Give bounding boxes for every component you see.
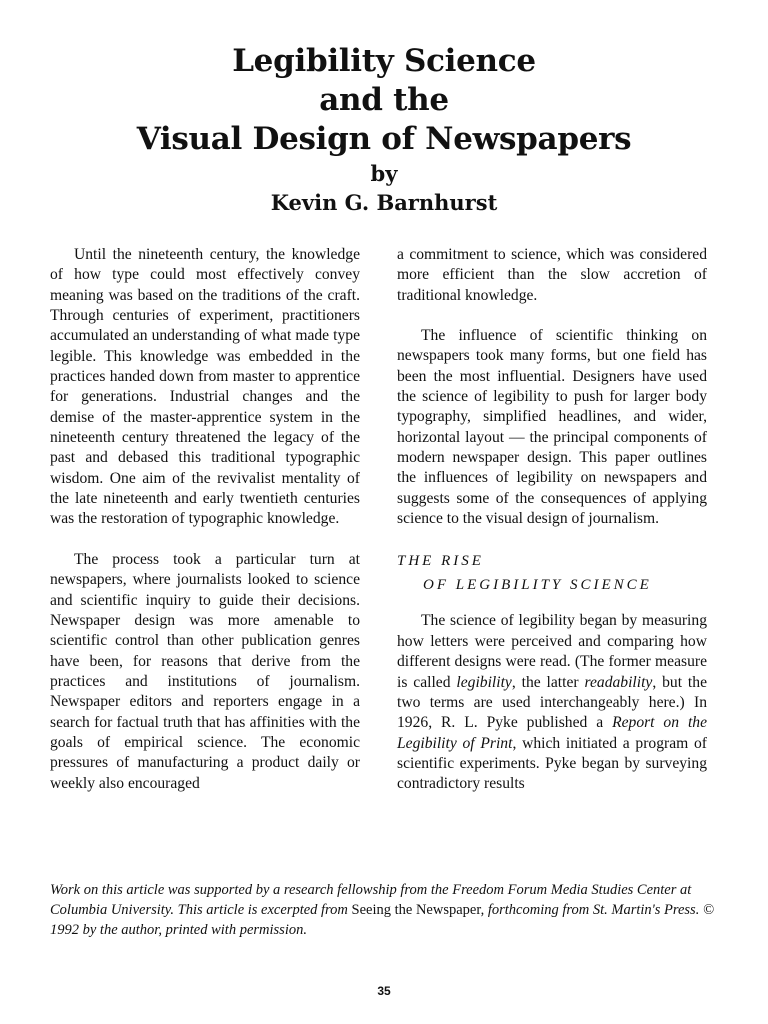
footnote-book-title: Seeing the Newspaper, bbox=[351, 902, 485, 918]
p3-text-d: , which initiated a program of scientific experiments. Pyke began by surveying contradictory results bbox=[397, 734, 707, 793]
article-title bbox=[0, 42, 768, 159]
byline-by: by bbox=[370, 161, 398, 186]
p3-italic-report-title: Report on the Legibility of Print bbox=[397, 714, 707, 752]
p3-italic-legibility: legibility bbox=[456, 673, 512, 691]
left-paragraph-1: Until the nineteenth century, the knowledge of how type could most effectively convey meaning was based on the traditions of the craft. Through centuries of experiment, practitioners accumulated an understanding of what made type legible. This knowledge was embedded in the practices handed down from master to apprentice for generations. Industrial changes and the demise of the master-apprentice system in the nineteenth century threatened the legacy of the past and debased this traditional typographic wisdom. One aim of the revivalist mentality of the late nineteenth and early twentieth centuries was the restoration of typographic knowledge. bbox=[50, 246, 360, 528]
right-paragraph-1: a commitment to science, which was considered more efficient than the slow accretion of traditional knowledge. bbox=[397, 246, 707, 304]
right-paragraph-3 bbox=[397, 611, 707, 794]
page-number: 35 bbox=[377, 984, 391, 998]
section-heading bbox=[397, 549, 707, 597]
footnote-text-a: Work on this article was supported by a research fellowship from the Freedom Forum Media Studies Center at Columbia University. This article is excerpted from bbox=[50, 882, 692, 918]
footnote-text-c: forthcoming from St. Martin's Press. © 1992 by the author, printed with permission. bbox=[50, 902, 714, 938]
title-line-3: Visual Design of Newspapers bbox=[136, 121, 632, 157]
section-heading-line-2: OF LEGIBILITY SCIENCE bbox=[423, 577, 652, 594]
author-name: Kevin G. Barnhurst bbox=[270, 190, 498, 215]
left-paragraph-2: The process took a particular turn at newspapers, where journalists looked to science and scientific inquiry to guide their decisions. Newspaper design was more amenable to scientific control than other publication genres have been, for reasons that derive from the practices and institutions of journalism. Newspaper editors and reporters engage in a search for factual truth that has affinities with the goals of empirical science. The economic pressures of manufacturing a product daily or weekly also encouraged bbox=[50, 550, 360, 792]
title-line-2: and the bbox=[319, 82, 449, 118]
right-paragraph-2: The influence of scientific thinking on newspapers took many forms, but one field has been the most influential. Designers have used the science of legibility to push for larger body typography, simplified headlines, and wider, horizontal layout — the principal components of modern newspaper design. This paper outlines the influences of legibility on newspapers and suggests some of the consequences of applying science to the visual design of journalism. bbox=[397, 327, 707, 528]
p3-text-b: , the latter bbox=[511, 673, 585, 691]
p3-italic-readability: readability bbox=[584, 673, 653, 691]
p3-text-a: The science of legibility began by measuring how letters were perceived and comparing how different designs were read. (The former measure is called bbox=[397, 612, 707, 691]
right-column bbox=[397, 245, 707, 815]
footnote bbox=[50, 880, 720, 940]
section-heading-line-1: THE RISE bbox=[397, 553, 484, 570]
title-line-1: Legibility Science bbox=[232, 43, 536, 79]
p3-text-c: , but the two terms are used interchangeably here.) In 1926, R. L. Pyke published a bbox=[397, 673, 707, 732]
left-column bbox=[50, 245, 360, 814]
